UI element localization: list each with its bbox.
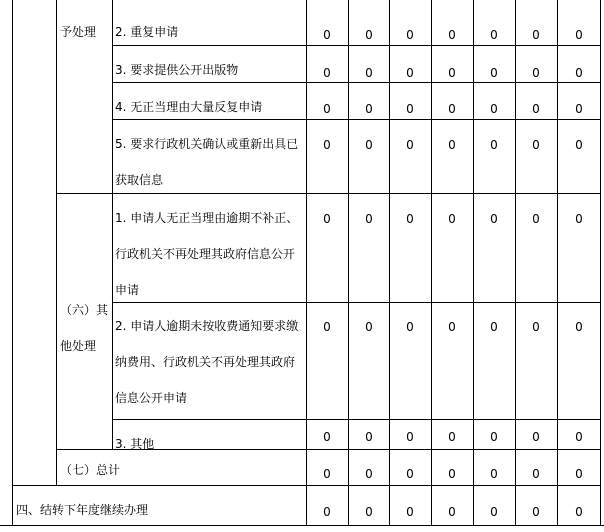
value-cell: 0 xyxy=(575,66,583,80)
row-label: 4. 无正当理由大量反复申请 xyxy=(115,100,263,114)
value-cell: 0 xyxy=(532,66,540,80)
value-cell: 0 xyxy=(323,66,331,80)
value-cell: 0 xyxy=(532,320,540,334)
value-cell: 0 xyxy=(406,138,414,152)
value-cell: 0 xyxy=(490,430,498,444)
value-cell: 0 xyxy=(532,138,540,152)
value-cell: 0 xyxy=(448,505,456,519)
value-cell: 0 xyxy=(490,28,498,42)
value-cell: 0 xyxy=(323,102,331,116)
value-cell: 0 xyxy=(490,467,498,481)
row-label: 2. 申请人逾期未按收费通知要求缴纳费用、行政机关不再处理其政府信息公开申请 xyxy=(115,319,299,405)
value-cell: 0 xyxy=(448,320,456,334)
value-cell: 0 xyxy=(532,430,540,444)
value-cell: 0 xyxy=(575,212,583,226)
value-cell: 0 xyxy=(448,28,456,42)
row-label: 5. 要求行政机关确认或重新出具已获取信息 xyxy=(115,137,299,187)
value-cell: 0 xyxy=(323,467,331,481)
value-cell: 0 xyxy=(365,467,373,481)
value-cell: 0 xyxy=(365,320,373,334)
row-label: 1. 申请人无正当理由逾期不补正、行政机关不再处理其政府信息公开申请 xyxy=(115,211,299,297)
value-cell: 0 xyxy=(532,212,540,226)
value-cell: 0 xyxy=(490,102,498,116)
value-cell: 0 xyxy=(323,430,331,444)
value-cell: 0 xyxy=(323,320,331,334)
value-cell: 0 xyxy=(365,430,373,444)
value-cell: 0 xyxy=(490,138,498,152)
value-cell: 0 xyxy=(365,102,373,116)
value-cell: 0 xyxy=(323,28,331,42)
value-cell: 0 xyxy=(365,505,373,519)
value-cell: 0 xyxy=(406,467,414,481)
value-cell: 0 xyxy=(448,138,456,152)
value-cell: 0 xyxy=(575,467,583,481)
value-cell: 0 xyxy=(490,505,498,519)
value-cell: 0 xyxy=(575,320,583,334)
value-cell: 0 xyxy=(532,505,540,519)
group-label-six: （六）其他处理 xyxy=(60,303,109,353)
value-cell: 0 xyxy=(448,102,456,116)
value-cell: 0 xyxy=(575,102,583,116)
value-cell: 0 xyxy=(365,212,373,226)
value-cell: 0 xyxy=(448,430,456,444)
value-cell: 0 xyxy=(490,66,498,80)
value-cell: 0 xyxy=(406,102,414,116)
value-cell: 0 xyxy=(490,320,498,334)
value-cell: 0 xyxy=(323,505,331,519)
value-cell: 0 xyxy=(406,505,414,519)
group-label-partial: 予处理 xyxy=(60,25,97,39)
value-cell: 0 xyxy=(448,212,456,226)
value-cell: 0 xyxy=(406,66,414,80)
value-cell: 0 xyxy=(406,28,414,42)
value-cell: 0 xyxy=(365,28,373,42)
value-cell: 0 xyxy=(532,28,540,42)
row-label: 3. 要求提供公开出版物 xyxy=(115,63,239,77)
value-cell: 0 xyxy=(406,212,414,226)
value-cell: 0 xyxy=(448,66,456,80)
row-label: 3. 其他 xyxy=(115,437,155,451)
value-cell: 0 xyxy=(575,28,583,42)
value-cell: 0 xyxy=(323,138,331,152)
value-cell: 0 xyxy=(448,467,456,481)
value-cell: 0 xyxy=(575,505,583,519)
value-cell: 0 xyxy=(575,430,583,444)
value-cell: 0 xyxy=(532,467,540,481)
carryover-label: 四、结转下年度继续办理 xyxy=(16,503,149,517)
value-cell: 0 xyxy=(406,320,414,334)
value-cell: 0 xyxy=(323,212,331,226)
total-label: （七）总计 xyxy=(60,463,121,477)
value-cell: 0 xyxy=(490,212,498,226)
value-cell: 0 xyxy=(365,138,373,152)
value-cell: 0 xyxy=(575,138,583,152)
value-cell: 0 xyxy=(365,66,373,80)
value-cell: 0 xyxy=(532,102,540,116)
row-label: 2. 重复申请 xyxy=(115,25,179,39)
value-cell: 0 xyxy=(406,430,414,444)
